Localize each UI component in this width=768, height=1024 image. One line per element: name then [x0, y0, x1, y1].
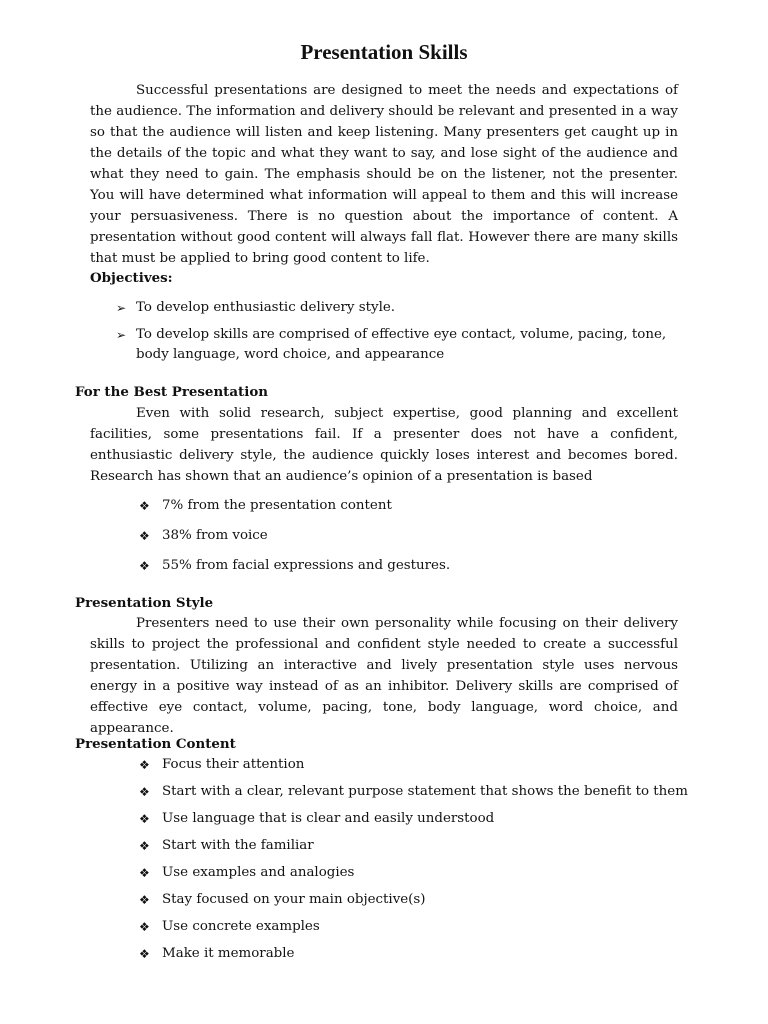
list-item: ❖ Make it memorable [139, 944, 699, 964]
list-item: ❖ Start with a clear, relevant purpose statement that shows the benefit to them [139, 782, 699, 802]
list-item: ❖ 38% from voice [139, 526, 679, 546]
best-presentation-heading: For the Best Presentation [75, 384, 268, 400]
diamond-bullet-icon: ❖ [139, 529, 150, 543]
diamond-bullet-icon: ❖ [139, 893, 150, 907]
list-item: ➢ To develop enthusiastic delivery style. [116, 298, 676, 318]
presentation-style-heading: Presentation Style [75, 595, 214, 611]
diamond-bullet-icon: ❖ [139, 812, 150, 826]
diamond-bullet-icon: ❖ [139, 839, 150, 853]
diamond-bullet-icon: ❖ [139, 785, 150, 799]
diamond-bullet-icon: ❖ [139, 920, 150, 934]
diamond-bullet-icon: ❖ [139, 947, 150, 961]
list-item: ❖ Stay focused on your main objective(s) [139, 890, 699, 910]
presentation-content-heading: Presentation Content [75, 736, 236, 752]
diamond-bullet-icon: ❖ [139, 866, 150, 880]
intro-paragraph: Successful presentations are designed to meet the needs and expectations of the audience. The information and delivery should be relevant and presented in a way so that the audience will listen and keep listening. Many presenters get caught up in the details of the topic and what they want to say, and lose sight of the audience and what they need to gain. The emphasis should be on the listener, not the presenter. You will have determined what information will appeal to them and this will increase your persuasiveness. There is no question about the importance of content. A presentation without good content will always fall flat. However there are many skills that must be applied to bring good content to life. [90, 83, 678, 266]
opinion-breakdown-list [139, 496, 679, 576]
list-item: ❖ Start with the familiar [139, 836, 699, 856]
list-item: ❖ Use examples and analogies [139, 863, 699, 883]
list-item: ❖ Use language that is clear and easily understood [139, 809, 699, 829]
diamond-bullet-icon: ❖ [139, 499, 150, 513]
list-item: ➢ To develop skills are comprised of effective eye contact, volume, pacing, tone, body language, word choice, and appearance [116, 327, 667, 362]
list-item: ❖ 55% from facial expressions and gestures. [139, 556, 679, 576]
diamond-bullet-icon: ❖ [139, 559, 150, 573]
objectives-list [116, 298, 676, 365]
arrow-bullet-icon: ➢ [116, 301, 127, 315]
list-item: ❖ Use concrete examples [139, 917, 699, 937]
arrow-bullet-icon: ➢ [116, 328, 127, 342]
best-presentation-paragraph: Even with solid research, subject expertise, good planning and excellent facilities, some presentations fail. If a presenter does not have a confident, enthusiastic delivery style, the audience quickly loses interest and becomes bored. Research has shown that an audience’s opinion of a presentation is based [90, 406, 678, 484]
objectives-heading: Objectives: [90, 270, 173, 286]
page-title: Presentation Skills [300, 40, 468, 64]
list-item: ❖ 7% from the presentation content [139, 496, 679, 516]
list-item: ❖ Focus their attention [139, 755, 699, 775]
presentation-content-list [139, 755, 699, 964]
presentation-style-paragraph: Presenters need to use their own personality while focusing on their delivery skills to project the professional and confident style needed to create a successful presentation. Utilizing an interactive and lively presentation style uses nervous energy in a positive way instead of as an inhibitor. Delivery skills are comprised of effective eye contact, volume, pacing, tone, body language, word choice, and appearance. [90, 616, 678, 736]
diamond-bullet-icon: ❖ [139, 758, 150, 772]
